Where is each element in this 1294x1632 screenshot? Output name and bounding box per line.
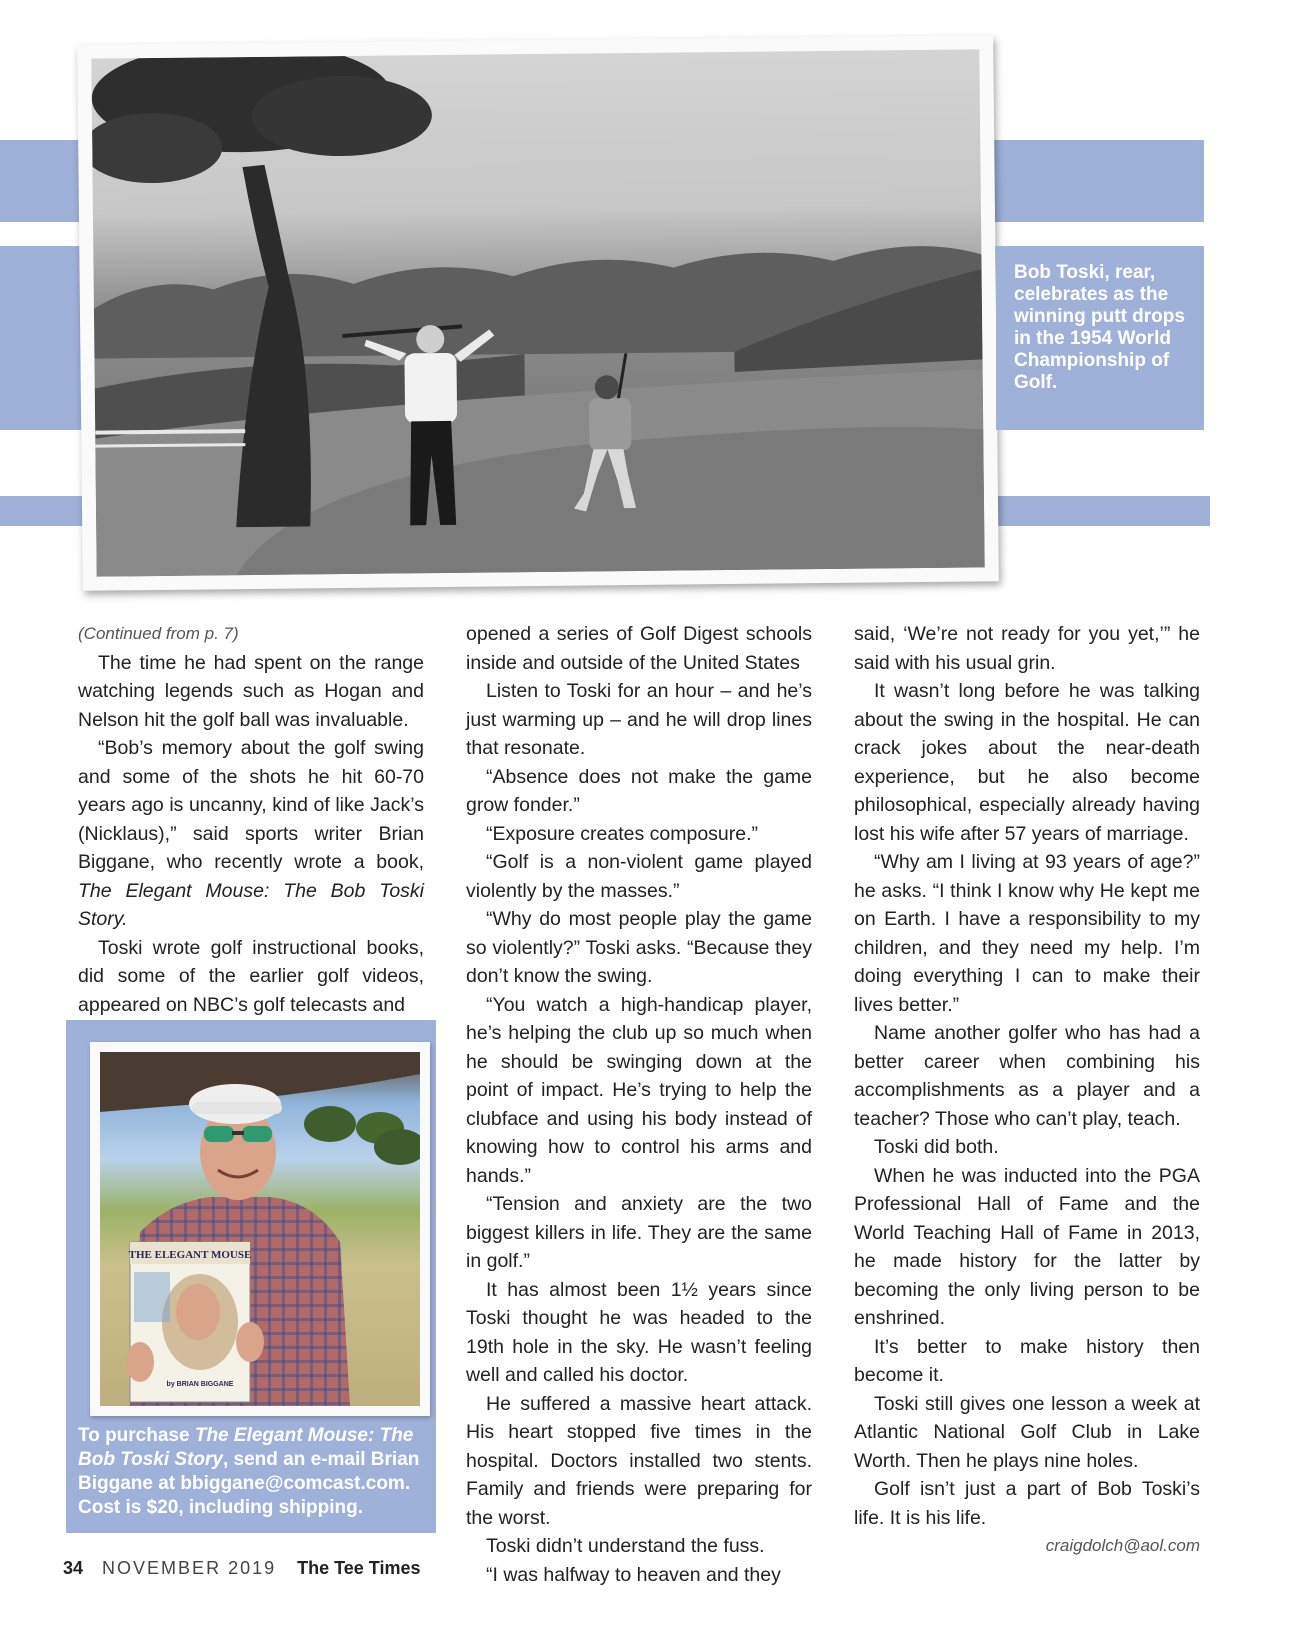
paragraph: It’s better to make history then become it. [854, 1335, 1200, 1386]
paragraph: opened a series of Golf Digest schools inside and outside of the United States [466, 623, 812, 674]
author-email[interactable]: craigdolch@aol.com [1045, 1536, 1200, 1555]
magazine-name: The Tee Times [297, 1558, 421, 1578]
paragraph: It wasn’t long before he was talking about the swing in the hospital. He can crack jokes about the near-death experience, but he also become philosophical, especially already having lost his wife after 57 years of marriage. [854, 680, 1200, 845]
paragraph [78, 734, 424, 934]
paragraph: Name another golfer who has had a better career when combining his accomplishments as a player and a teacher? Those who can’t play, teach. [854, 1022, 1200, 1130]
page-footer [63, 1558, 421, 1579]
quote: “Golf is a non-violent game played violently by the masses.” [466, 851, 812, 902]
quote: “You watch a high-handicap player, he’s helping the club up so much when he should be swinging down at the point of impact. He’s trying to help the clubface and using his body instead of knowing how to control his arms and hands.” [466, 993, 812, 1187]
paragraph: It has almost been 1½ years since Toski thought he was headed to the 19th hole in the sky. He wasn’t feeling well and called his doctor. [466, 1278, 812, 1386]
photo-caption-box [996, 246, 1204, 430]
article-column-3 [854, 620, 1200, 1561]
paragraph: Toski didn’t understand the fuss. [486, 1535, 765, 1557]
quote: “Absence does not make the game grow fonder.” [466, 765, 812, 816]
article-column-1 [78, 620, 424, 1019]
issue-date: NOVEMBER 2019 [102, 1558, 277, 1578]
continued-note: (Continued from p. 7) [78, 624, 239, 643]
paragraph: Toski did both. [874, 1136, 999, 1158]
paragraph: Toski still gives one lesson a week at Atlantic National Golf Club in Lake Worth. Then he plays nine holes. [854, 1392, 1200, 1472]
book-cover-title: THE ELEGANT MOUSE [128, 1249, 252, 1261]
main-photo-frame [77, 35, 999, 591]
quote: “Why am I living at 93 years of age?” he asks. “I think I know why He kept me on Earth. I have a responsibility to my children, and they need my help. I’m doing everything I can to make their lives better.” [854, 851, 1200, 1016]
paragraph: Golf isn’t just a part of Bob Toski’s life. It is his life. [854, 1478, 1200, 1529]
main-photo [91, 49, 984, 576]
book-purchase-caption [78, 1424, 430, 1520]
quote: “Tension and anxiety are the two biggest killers in life. They are the same in golf.” [466, 1193, 812, 1272]
paragraph-text: “Bob’s memory about the golf swing and some of the shots he hit 60-70 years ago is uncanny, kind of like Jack’s (Nicklaus),” said sports writer Brian Biggane, who recently wrote a book, [78, 737, 424, 873]
paragraph: said, ‘We’re not ready for you yet,’” he said with his usual grin. [854, 623, 1200, 674]
paragraph: When he was inducted into the PGA Professional Hall of Fame and the World Teaching Hall of Fame in 2013, he made history for the latter by becoming the only living person to be enshrined. [854, 1164, 1200, 1329]
paragraph: Toski wrote golf instructional books, did some of the earlier golf videos, appeared on NBC’s golf telecasts and [78, 936, 424, 1016]
book-cover-author: by BRIAN BIGGANE [166, 1381, 234, 1388]
paragraph: He suffered a massive heart attack. His heart stopped five times in the hospital. Doctors installed two stents. Family and friends were preparing for the worst. [466, 1392, 812, 1529]
man-holding-book-illustration [100, 1052, 420, 1406]
book-inset [66, 1020, 436, 1533]
book-title: The Elegant Mouse: The Bob Toski Story [78, 1425, 414, 1470]
caption-text: , send an e-mail Brian Biggane at bbiggane@comcast.com. Cost is $20, including shipping. [78, 1449, 420, 1518]
article-column-2 [466, 620, 812, 1589]
book-title: The Elegant Mouse: The Bob Toski Story. [78, 879, 424, 930]
paragraph: The time he had spent on the range watching legends such as Hogan and Nelson hit the golf ball was invaluable. [78, 651, 424, 731]
quote: “Exposure creates composure.” [486, 822, 759, 845]
golf-celebration-illustration [91, 49, 984, 576]
quote: “I was halfway to heaven and they [486, 1563, 781, 1586]
paragraph: “Why do most people play the game so violently?” Toski asks. “Because they don’t know the swing. [466, 908, 812, 987]
page-number: 34 [63, 1558, 84, 1578]
paragraph: Listen to Toski for an hour – and he’s just warming up – and he will drop lines that resonate. [466, 680, 812, 759]
caption-text: To purchase [78, 1425, 195, 1446]
photo-caption: Bob Toski, rear, celebrates as the winning putt drops in the 1954 World Championship of Golf. [1014, 262, 1185, 393]
book-photo [90, 1042, 430, 1416]
